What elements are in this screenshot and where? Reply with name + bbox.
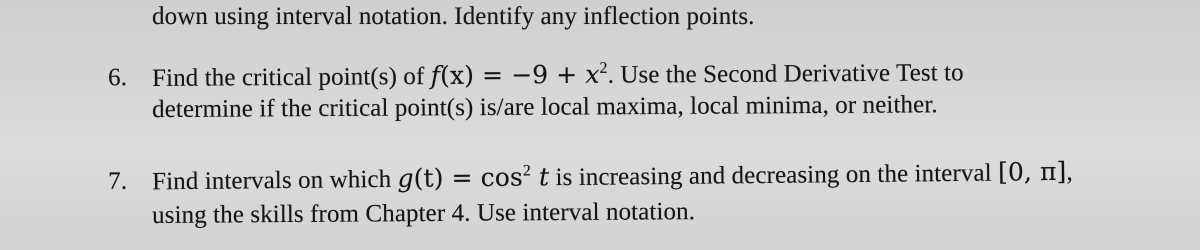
problem-7-function-name: g bbox=[397, 163, 414, 193]
problem-7-middle: is increasing and decreasing on the interval bbox=[549, 159, 999, 192]
problem-7-argument: t bbox=[530, 162, 550, 192]
problem-6-exponent: 2 bbox=[599, 59, 608, 77]
problem-6-tail: . Use the Second Derivative Test to bbox=[607, 59, 964, 89]
problem-7-lead: Find intervals on which bbox=[152, 165, 398, 196]
problem-6-lead: Find the critical point(s) of bbox=[152, 62, 431, 92]
problem-7-number: 7. bbox=[108, 167, 128, 195]
problem-7-function-var: (t) bbox=[413, 163, 444, 193]
problem-7-equals-cos: = cos bbox=[443, 162, 524, 193]
problem-6-function-var: (x) bbox=[439, 60, 475, 90]
problem-7-exponent: 2 bbox=[522, 162, 531, 180]
intro-text: down using interval notation. Identify any inflection points. bbox=[152, 3, 755, 30]
problem-6-function-name: f bbox=[430, 60, 441, 90]
problem-7-interval: [0, π] bbox=[997, 156, 1067, 187]
problem-6-text-2: determine if the critical point(s) is/are local maxima, local minima, or neither. bbox=[152, 91, 938, 124]
problem-6-number: 6. bbox=[108, 64, 128, 92]
problem-6-rhs: = −9 + bbox=[473, 59, 586, 90]
problem-7-tail: , bbox=[1066, 158, 1073, 186]
problem-7-text-2: using the skills from Chapter 4. Use interval notation. bbox=[152, 198, 696, 229]
problem-6-rhs-var: x bbox=[585, 59, 600, 89]
problem-6-text-1 bbox=[152, 57, 964, 94]
problem-7-text-1 bbox=[152, 157, 1073, 198]
